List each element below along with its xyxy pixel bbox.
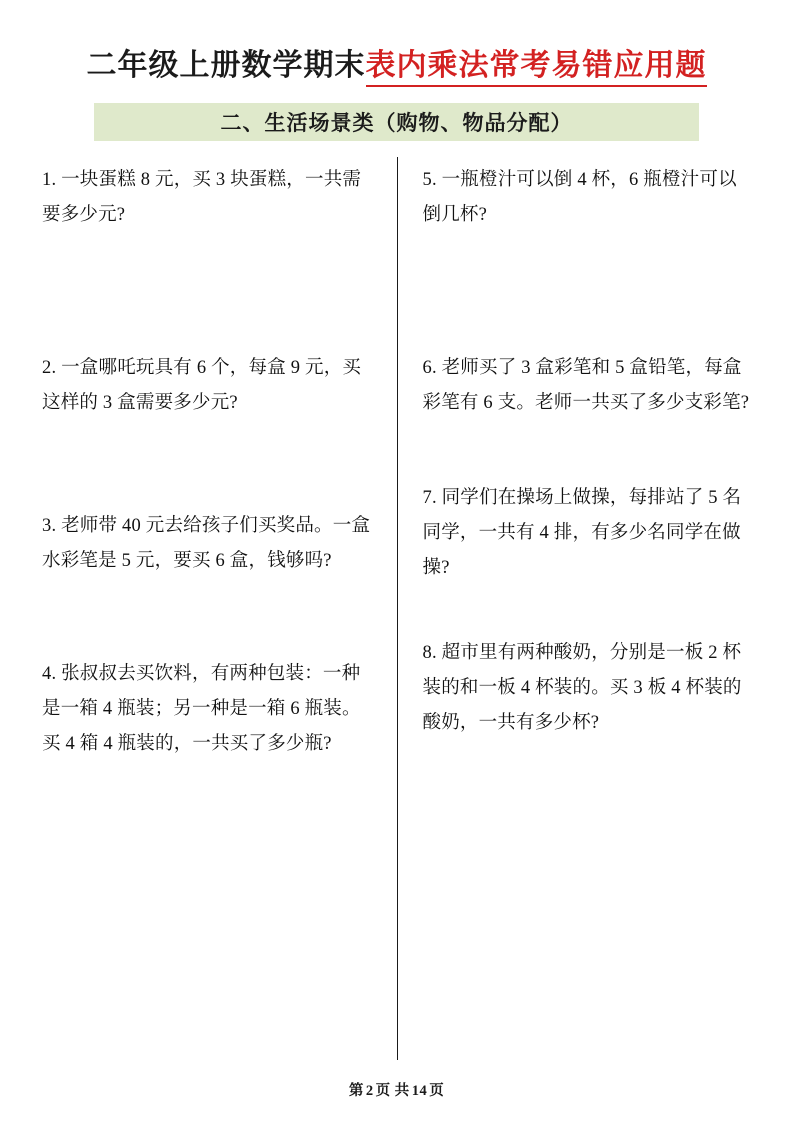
title-red-part: 表内乘法常考易错应用题 [366, 40, 707, 87]
footer-prefix: 第 [348, 1083, 364, 1099]
spacer [42, 579, 371, 657]
section-banner [94, 103, 699, 141]
spacer [423, 233, 752, 351]
question-6: 6. 老师买了 3 盒彩笔和 5 盒铅笔，每盒彩笔有 6 支。老师一共买了多少支彩笔? [422, 358, 750, 413]
footer-page-number: 2 [365, 1083, 374, 1099]
footer-total-pages: 14 [411, 1083, 428, 1099]
question-5: 5. 一瓶橙汁可以倒 4 杯，6 瓶橙汁可以倒几杯? [422, 170, 737, 225]
page-title [42, 40, 751, 87]
right-column [397, 163, 752, 1068]
spacer [423, 586, 752, 636]
question-4: 4. 张叔叔去买饮料，有两种包装：一种是一箱 4 瓶装；另一种是一箱 6 瓶装。买 4 箱 4 瓶装的，一共买了多少瓶? [42, 664, 361, 754]
question-3: 3. 老师带 40 元去给孩子们买奖品。一盒水彩笔是 5 元，要买 6 盒，钱够吗? [42, 516, 371, 571]
spacer [423, 421, 752, 481]
question-2: 2. 一盒哪吒玩具有 6 个，每盒 9 元，买这样的 3 盒需要多少元? [42, 358, 362, 413]
spacer [42, 233, 371, 351]
column-divider [397, 157, 398, 1060]
questions-area [42, 163, 751, 1068]
left-column [42, 163, 397, 1068]
question-7: 7. 同学们在操场上做操，每排站了 5 名同学，一共有 4 排，有多少名同学在做操? [422, 488, 742, 578]
question-1: 1. 一块蛋糕 8 元，买 3 块蛋糕，一共需要多少元? [42, 170, 362, 225]
section-banner-label: 二、生活场景类（购物、物品分配） [220, 111, 573, 135]
spacer [42, 421, 371, 509]
page-footer [0, 1079, 793, 1100]
question-8: 8. 超市里有两种酸奶，分别是一板 2 杯装的和一板 4 杯装的。买 3 板 4 杯装的酸奶，一共有多少杯? [422, 643, 742, 733]
footer-suffix: 页 [429, 1083, 445, 1099]
footer-middle: 页 共 [375, 1083, 410, 1099]
title-black-part: 二年级上册数学期末 [86, 49, 366, 82]
